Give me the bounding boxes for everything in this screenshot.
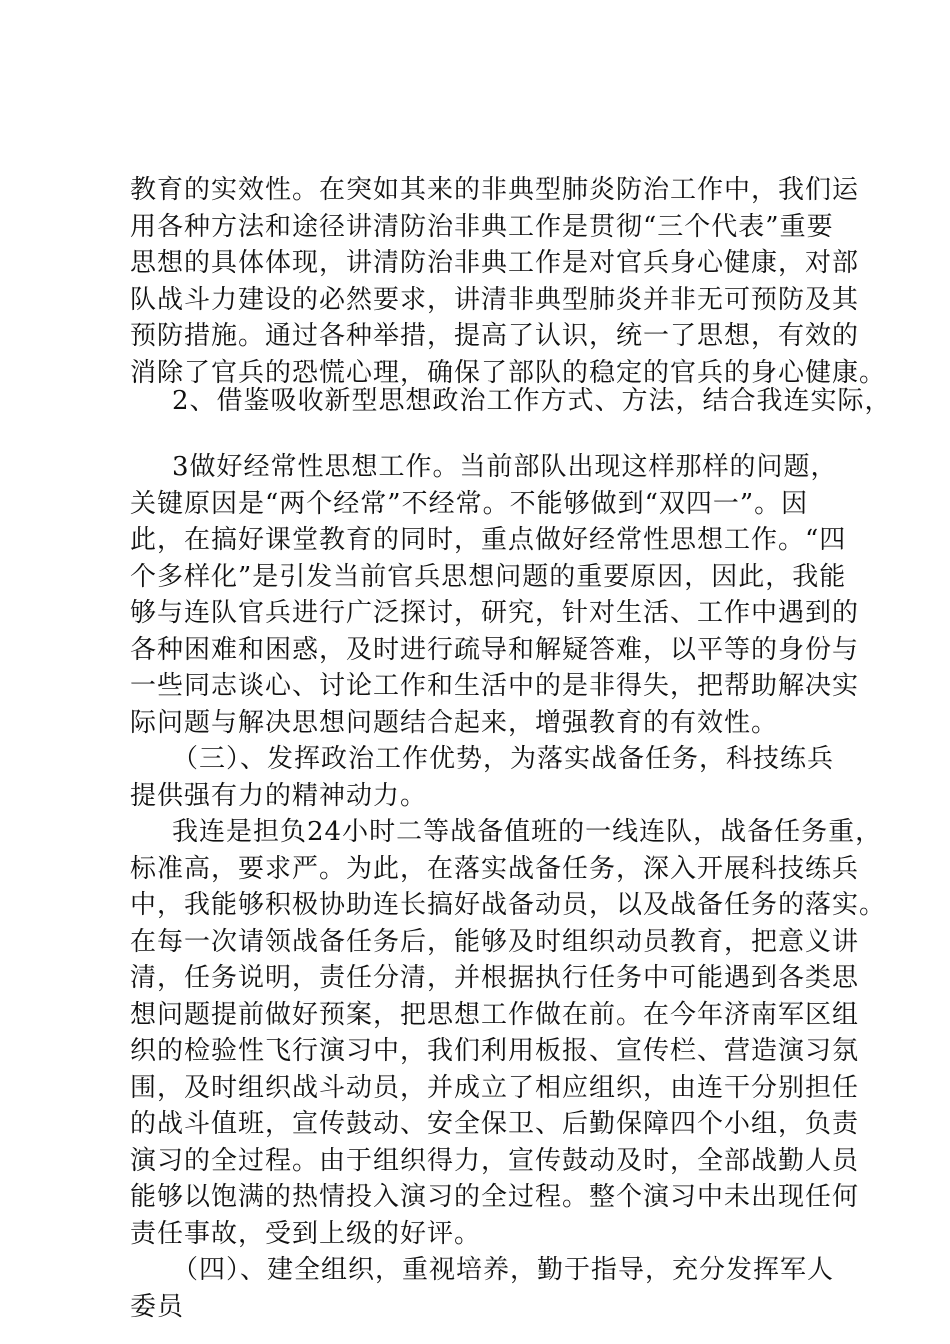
text-line: 提供强有力的精神动力。 (130, 780, 428, 811)
text-line: 消除了官兵的恐慌心理，确保了部队的稳定的官兵的身心健康。 (130, 357, 887, 388)
text-line: 各种困难和困惑，及时进行疏导和解疑答难，以平等的身份与 (130, 634, 860, 665)
text-line: 围，及时组织战斗动员，并成立了相应组织，由连干分别担任 (130, 1072, 860, 1103)
text-line: 的战斗值班，宣传鼓动、安全保卫、后勤保障四个小组，负责 (130, 1109, 860, 1139)
text-line: 一些同志谈心、讨论工作和生活中的是非得失，把帮助解决实 (130, 671, 860, 701)
text-line: 在每一次请领战备任务后，能够及时组织动员教育，把意义讲 (130, 926, 860, 957)
text-line: 用各种方法和途径讲清防治非典工作是贯彻“三个代表”重要 (130, 211, 834, 242)
text-line: 中，我能够积极协助连长搞好战备动员，以及战备任务的落实。 (130, 890, 887, 920)
text-line: 2、借鉴吸收新型思想政治工作方式、方法，结合我连实际， (172, 386, 892, 416)
text-line: 想问题提前做好预案，把思想工作做在前。在今年济南军区组 (130, 999, 860, 1030)
section-heading-4: （四）、建全组织，重视培养，勤于指导，充分发挥军人 (172, 1255, 835, 1285)
text-line: 3做好经常性思想工作。当前部队出现这样那样的问题， (172, 452, 838, 482)
text-line: 清，任务说明，责任分清，并根据执行任务中可能遇到各类思 (130, 963, 860, 993)
text-line: 委员 (130, 1291, 185, 1322)
text-line: 标准高，要求严。为此，在落实战备任务，深入开展科技练兵 (130, 853, 860, 884)
text-line: 关键原因是“两个经常”不经常。不能够做到“双四一”。因 (130, 488, 809, 519)
text-line: 演习的全过程。由于组织得力，宣传鼓动及时，全部战勤人员 (130, 1145, 860, 1176)
text-line: 够与连队官兵进行广泛探讨，研究，针对生活、工作中遇到的 (130, 598, 860, 628)
paragraph-sars-prevention (130, 172, 887, 391)
section-heading-3: （三）、发挥政治工作优势，为落实战备任务，科技练兵 (172, 744, 835, 774)
text-line: 我连是担负24小时二等战备值班的一线连队，战备任务重， (172, 817, 883, 847)
text-line: 思想的具体体现，讲清防治非典工作是对官兵身心健康，对部 (130, 248, 860, 278)
text-line: 个多样化”是引发当前官兵思想问题的重要原因，因此，我能 (130, 561, 847, 592)
text-line: 能够以饱满的热情投入演习的全过程。整个演习中未出现任何 (130, 1182, 860, 1212)
text-line: 此，在搞好课堂教育的同时，重点做好经常性思想工作。“四 (130, 525, 847, 555)
text-line: 际问题与解决思想问题结合起来，增强教育的有效性。 (130, 707, 779, 738)
text-line: 织的检验性飞行演习中，我们利用板报、宣传栏、营造演习氛 (130, 1036, 860, 1066)
text-line: 教育的实效性。在突如其来的非典型肺炎防治工作中，我们运 (130, 175, 860, 205)
text-line: 责任事故，受到上级的好评。 (130, 1218, 482, 1249)
text-line: 预防措施。通过各种举措，提高了认识，统一了思想，有效的 (130, 321, 860, 351)
text-line: 队战斗力建设的必然要求，讲清非典型肺炎并非无可预防及其 (130, 284, 860, 315)
paragraph-main-body (130, 449, 887, 1325)
paragraph-item-2 (130, 383, 892, 420)
